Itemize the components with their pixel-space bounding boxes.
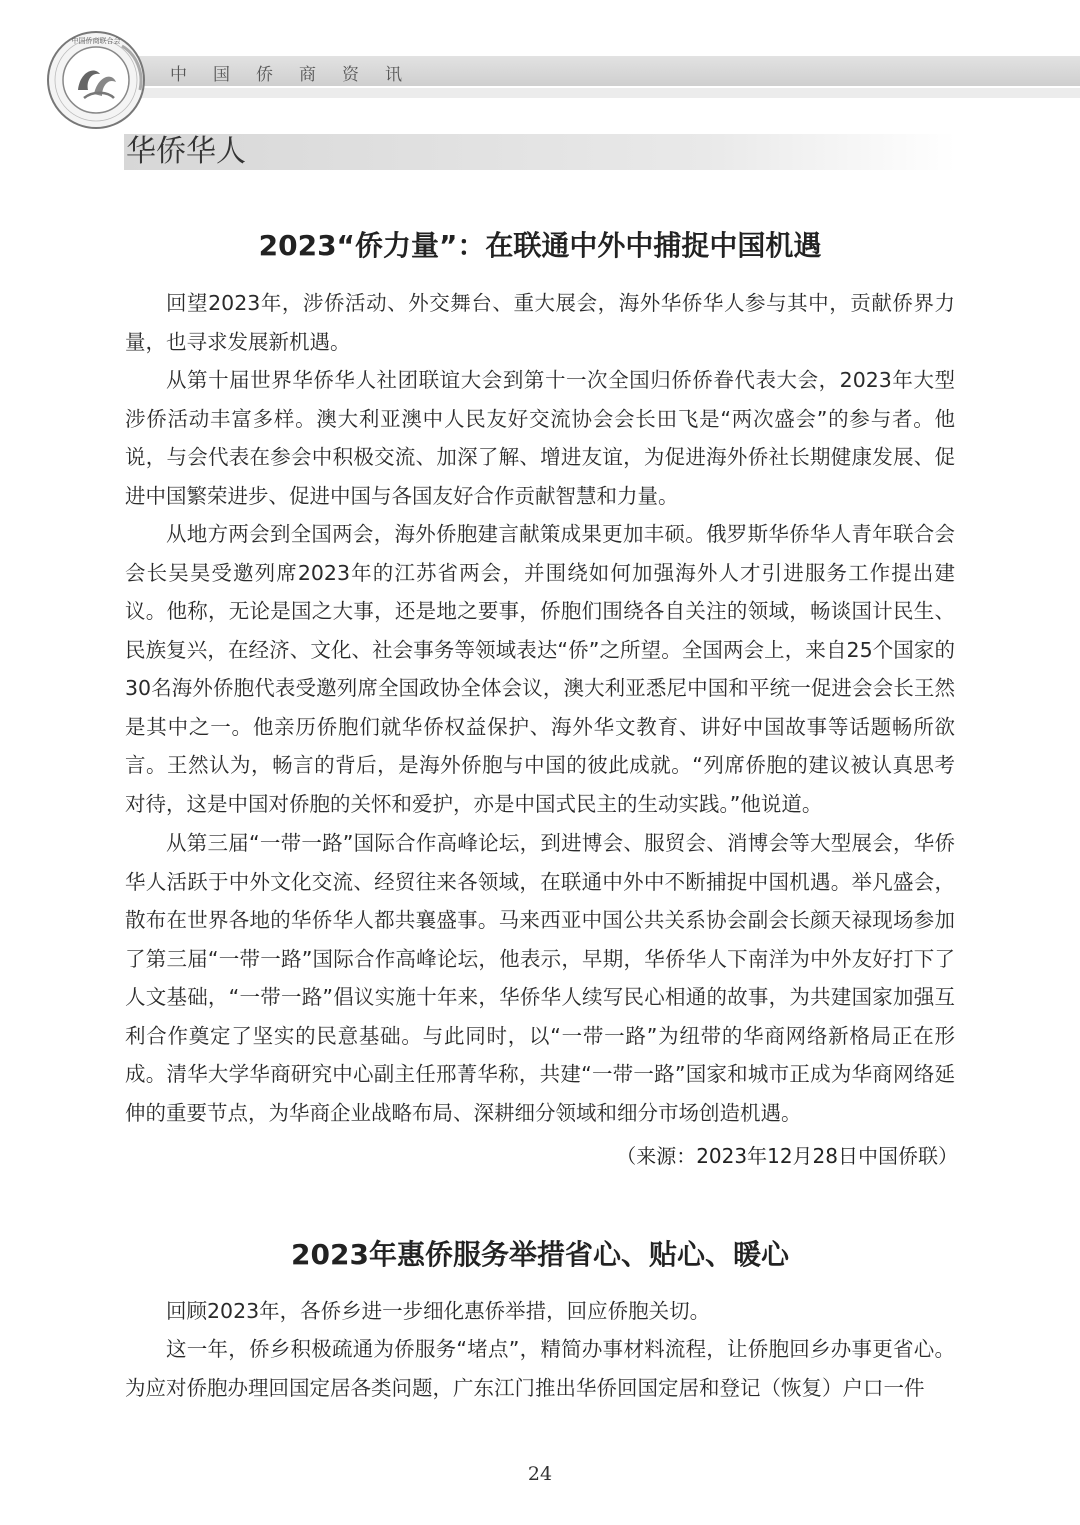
section-band <box>124 134 956 170</box>
article-paragraph: 这一年，侨乡积极疏通为侨服务“堵点”，精简办事材料流程，让侨胞回乡办事更省心。为应对侨胞办理回国定居各类问题，广东江门推出华侨回国定居和登记（恢复）户口一件 <box>125 1337 955 1400</box>
section-title: 华侨华人 <box>126 134 246 169</box>
header-band-shadow <box>128 88 1080 98</box>
page-number: 24 <box>527 1463 553 1485</box>
article-paragraph: 从地方两会到全国两会，海外侨胞建言献策成果更加丰硕。俄罗斯华侨华人青年联合会会长吴昊受邀列席2023年的江苏省两会，并围绕如何加强海外人才引进服务工作提出建议。他称，无论是国之大事，还是地之要事，侨胞们围绕各自关注的领域，畅谈国计民生、民族复兴，在经济、文化、社会事务等领域表达“侨”之所望。全国两会上，来自25个国家的30名海外侨胞代表受邀列席全国政协全体会议，澳大利亚悉尼中国和平统一促进会会长王然是其中之一。他亲历侨胞们就华侨权益保护、海外华文教育、讲好中国故事等话题畅所欲言。王然认为，畅言的背后，是海外侨胞与中国的彼此成就。“列席侨胞的建议被认真思考对待，这是中国对侨胞的关怀和爱护，亦是中国式民主的生动实践。”他说道。 <box>125 522 955 816</box>
article-title: 2023“侨力量”：在联通中外中捕捉中国机遇 <box>258 229 822 262</box>
article-paragraph: 回望2023年，涉侨活动、外交舞台、重大展会，海外华侨华人参与其中，贡献侨界力量，也寻求发展新机遇。 <box>125 291 955 354</box>
publication-title: 中国侨商资讯 <box>170 65 428 85</box>
article-paragraph: 从第十届世界华侨华人社团联谊大会到第十一次全国归侨侨眷代表大会，2023年大型涉侨活动丰富多样。澳大利亚澳中人民友好交流协会会长田飞是“两次盛会”的参与者。他说，与会代表在参会中积极交流、加深了解、增进友谊，为促进海外侨社长期健康发展、促进中国繁荣进步、促进中国与各国友好合作贡献智慧和力量。 <box>125 368 955 508</box>
article-source: （来源：2023年12月28日中国侨联） <box>616 1144 958 1168</box>
article-paragraph: 从第三届“一带一路”国际合作高峰论坛，到进博会、服贸会、消博会等大型展会，华侨华人活跃于中外文化交流、经贸往来各领域，在联通中外中不断捕捉中国机遇。举凡盛会，散布在世界各地的华侨华人都共襄盛事。马来西亚中国公共关系协会副会长颜天禄现场参加了第三届“一带一路”国际合作高峰论坛，他表示，早期，华侨华人下南洋为中外友好打下了人文基础，“一带一路”倡议实施十年来，华侨华人续写民心相通的故事，为共建国家加强互利合作奠定了坚实的民意基础。与此同时，以“一带一路”为纽带的华商网络新格局正在形成。清华大学华商研究中心副主任邢菁华称，共建“一带一路”国家和城市正成为华商网络延伸的重要节点，为华商企业战略布局、深耕细分领域和细分市场创造机遇。 <box>125 831 955 1125</box>
chamber-logo-icon <box>44 28 148 132</box>
article-paragraph: 回顾2023年，各侨乡进一步细化惠侨举措，回应侨胞关切。 <box>166 1299 711 1323</box>
article-title: 2023年惠侨服务举措省心、贴心、暖心 <box>291 1238 789 1271</box>
logo-text: 中国侨商联合会 <box>71 37 121 45</box>
